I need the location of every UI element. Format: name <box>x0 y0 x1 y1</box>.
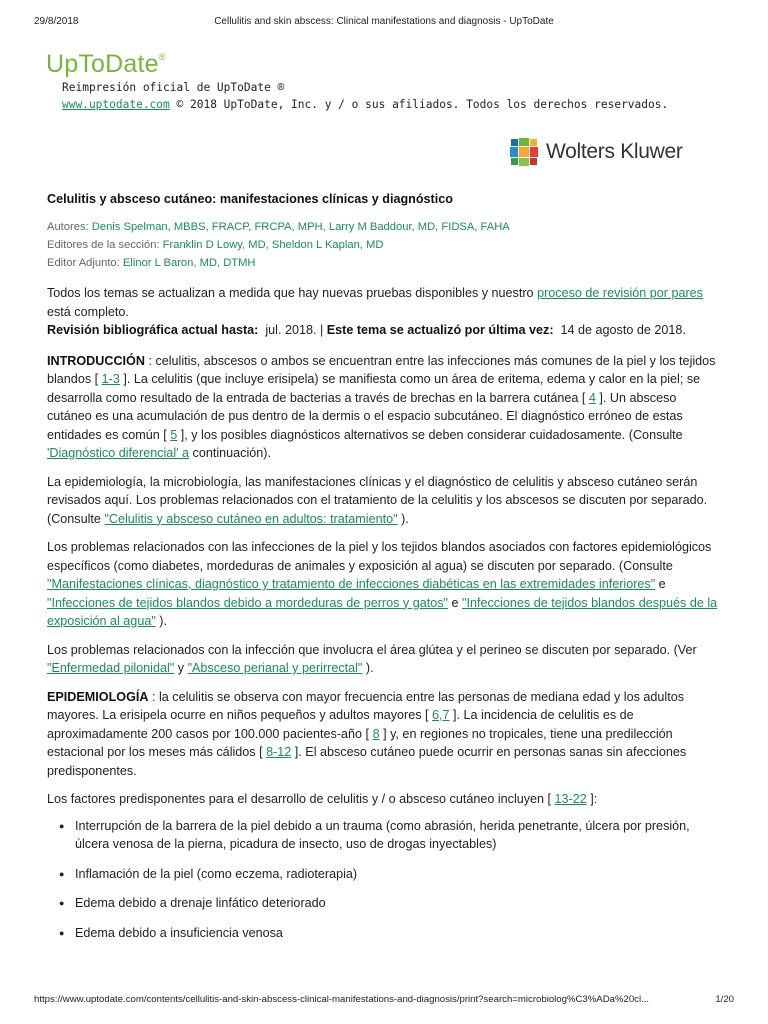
scope-paragraph <box>47 473 721 529</box>
epidemiology-paragraph <box>47 688 721 781</box>
intro-text: ]. Un absceso cutáneo es una acumulación de pus dentro de la dermis o el espacio subcutáneo. El diagnóstico erróneo de estas entidades es común [ <box>47 390 683 442</box>
differential-diagnosis-link[interactable]: 'Diagnóstico diferencial' a <box>47 446 190 460</box>
print-date: 29/8/2018 <box>34 16 79 27</box>
related-topics-paragraph <box>47 538 721 631</box>
reprint-line: Reimpresión oficial de UpToDate ® <box>62 81 285 94</box>
publisher-name: Wolters Kluwer <box>546 140 683 163</box>
logo-text: UpToDate <box>46 50 159 78</box>
paragraph-text: Los factores predisponentes para el desarrollo de celulitis y / o absceso cutáneo incluyen [ <box>47 792 555 806</box>
ref-link[interactable]: 8 <box>372 726 380 741</box>
review-label: Revisión bibliográfica actual hasta: <box>47 323 259 337</box>
intro-text: : celulitis, abscesos o ambos se encuentran entre las infecciones más comunes de la piel y los tejidos blandos [ <box>47 353 716 386</box>
ref-link[interactable]: 6,7 <box>432 708 450 722</box>
pilonidal-link[interactable]: "Enfermedad pilonidal" <box>47 661 175 675</box>
list-item: ● Edema debido a drenaje linfático deteriorado <box>47 894 721 913</box>
article-title: Celulitis y absceso cutáneo: manifestaciones clínicas y diagnóstico <box>47 192 453 206</box>
copyright-text: © 2018 UpToDate, Inc. y / o sus afiliados. Todos los derechos reservados. <box>176 98 669 111</box>
authors-row <box>47 218 721 236</box>
paragraph-text: ]. La incidencia de celulitis es de aproximadamente 200 casos por 100.000 pacientes-año [ <box>47 708 634 741</box>
ref-link[interactable]: 5 <box>170 427 178 442</box>
footer-url: https://www.uptodate.com/contents/cellulitis-and-skin-abscess-clinical-manifestations-and-diagnosis/print?search=microbiolog%C3%ADa%20cl... <box>34 994 650 1005</box>
peer-review-link[interactable]: proceso de revisión por pares <box>537 286 703 300</box>
treatment-topic-link[interactable]: "Celulitis y absceso cutáneo en adultos: tratamiento" <box>104 511 398 526</box>
paragraph-text: e <box>448 595 463 610</box>
registered-mark: ® <box>158 52 166 62</box>
paragraph-text: y <box>174 661 188 675</box>
deputy-editor-label: Editor Adjunto: <box>47 257 120 269</box>
wolters-kluwer-logo-icon <box>508 136 540 168</box>
water-exposure-link[interactable]: "Infecciones de tejidos blandos después de la exposición al agua" <box>47 595 718 628</box>
update-text: Todos los temas se actualizan a medida que hay nuevas pruebas disponibles y nuestro <box>47 286 534 300</box>
bite-infections-link[interactable]: "Infecciones de tejidos blandos debido a mordeduras de perros y gatos" <box>47 595 448 610</box>
authors-label: Autores: <box>47 221 89 233</box>
factors-list <box>47 817 721 943</box>
list-item: ● Inflamación de la piel (como eczema, radioterapia) <box>47 865 721 884</box>
authors-links[interactable]: Denis Spelman, MBBS, FRACP, FRCPA, MPH, Larry M Baddour, MD, FIDSA, FAHA <box>91 221 510 233</box>
paragraph-text: Los problemas relacionados con las infecciones de la piel y los tejidos blandos asociados con factores epidemiológicos específicos (como diabetes, mordeduras de animales y exposición al agua) se discuten por separado. (Consulte <box>47 540 712 573</box>
list-item: ● Edema debido a insuficiencia venosa <box>47 924 721 943</box>
intro-heading: INTRODUCCIÓN <box>47 353 145 368</box>
paragraph-text: ). <box>397 511 409 526</box>
ref-link[interactable]: 4 <box>588 390 596 405</box>
print-title: Cellulitis and skin abscess: Clinical manifestations and diagnosis - UpToDate <box>214 16 554 27</box>
paragraph-text: ]. El absceso cutáneo puede ocurrir en personas sanas sin afecciones predisponentes. <box>47 745 687 778</box>
update-text-end: está completo. <box>47 304 129 319</box>
deputy-editor-row <box>47 254 721 272</box>
update-notice <box>47 284 721 340</box>
intro-text: continuación). <box>189 446 271 460</box>
diabetic-infections-link[interactable]: "Manifestaciones clínicas, diagnóstico y tratamiento de infecciones diabéticas en las extremidades inferiores" <box>47 577 656 591</box>
perianal-abscess-link[interactable]: "Absceso perianal y perirrectal" <box>187 661 363 675</box>
paragraph-text: La epidemiología, la microbiología, las manifestaciones clínicas y el diagnóstico de celulitis y absceso cutáneo serán revisados aquí. Los problemas relacionados con el tratamiento de la celulitis y los abscesos se discuten por separado. (Consulte <box>47 474 708 526</box>
uptodate-logo[interactable] <box>46 50 166 79</box>
updated-label: Este tema se actualizó por última vez: <box>326 323 554 337</box>
gluteal-paragraph <box>47 641 721 678</box>
updated-date: 14 de agosto de 2018. <box>560 323 686 337</box>
paragraph-text: Los problemas relacionados con la infección que involucra el área glútea y el perineo se discuten por separado. (Ver <box>47 642 697 657</box>
editors-row <box>47 236 721 254</box>
copyright-line <box>62 96 668 113</box>
paragraph-text: ). <box>155 614 167 628</box>
paragraph-text: ]: <box>586 792 598 806</box>
epidemiology-heading: EPIDEMIOLOGÍA <box>47 689 149 704</box>
editors-links[interactable]: Franklin D Lowy, MD, Sheldon L Kaplan, MD <box>162 239 384 251</box>
article-meta <box>47 218 721 272</box>
uptodate-url-link[interactable]: www.uptodate.com <box>62 98 170 111</box>
paragraph-text: e <box>655 577 666 591</box>
print-footer <box>34 994 734 1005</box>
ref-link[interactable]: 13-22 <box>554 792 587 806</box>
list-item: ● Interrupción de la barrera de la piel debido a un trauma (como abrasión, herida penetrante, úlcera por presión, úlcera venosa de la pierna, picadura de insecto, uso de drogas inyectables) <box>47 817 721 854</box>
paragraph-text: : la celulitis se observa con mayor frecuencia entre las personas de mediana edad y los adultos mayores. La erisipela ocurre en niños pequeños y adultos mayores [ <box>47 689 684 722</box>
intro-text: ]. La celulitis (que incluye erisipela) se manifiesta como un área de eritema, edema y calor en la piel; se desarrolla como resultado de la entrada de bacterias a través de brechas en la barrera cutánea [ <box>47 372 701 405</box>
intro-text: ], y los posibles diagnósticos alternativos se deben considerar cuidadosamente. (Consulte <box>177 427 683 442</box>
factors-intro <box>47 790 721 809</box>
paragraph-text: ). <box>362 661 374 675</box>
deputy-editor-link[interactable]: Elinor L Baron, MD, DTMH <box>122 257 256 269</box>
reprint-notice <box>62 79 668 113</box>
ref-link[interactable]: 8-12 <box>266 745 292 759</box>
ref-link[interactable]: 1-3 <box>101 372 120 386</box>
page-number: 1/20 <box>715 994 734 1005</box>
intro-paragraph <box>47 352 721 463</box>
article-content <box>47 192 721 953</box>
editors-label: Editores de la sección: <box>47 239 160 251</box>
review-date: jul. 2018. | <box>265 323 324 337</box>
paragraph-text: ] y, en regiones no tropicales, tiene una predilección estacional por los meses más cálidos [ <box>47 726 673 759</box>
wolters-kluwer-logo <box>508 136 683 168</box>
